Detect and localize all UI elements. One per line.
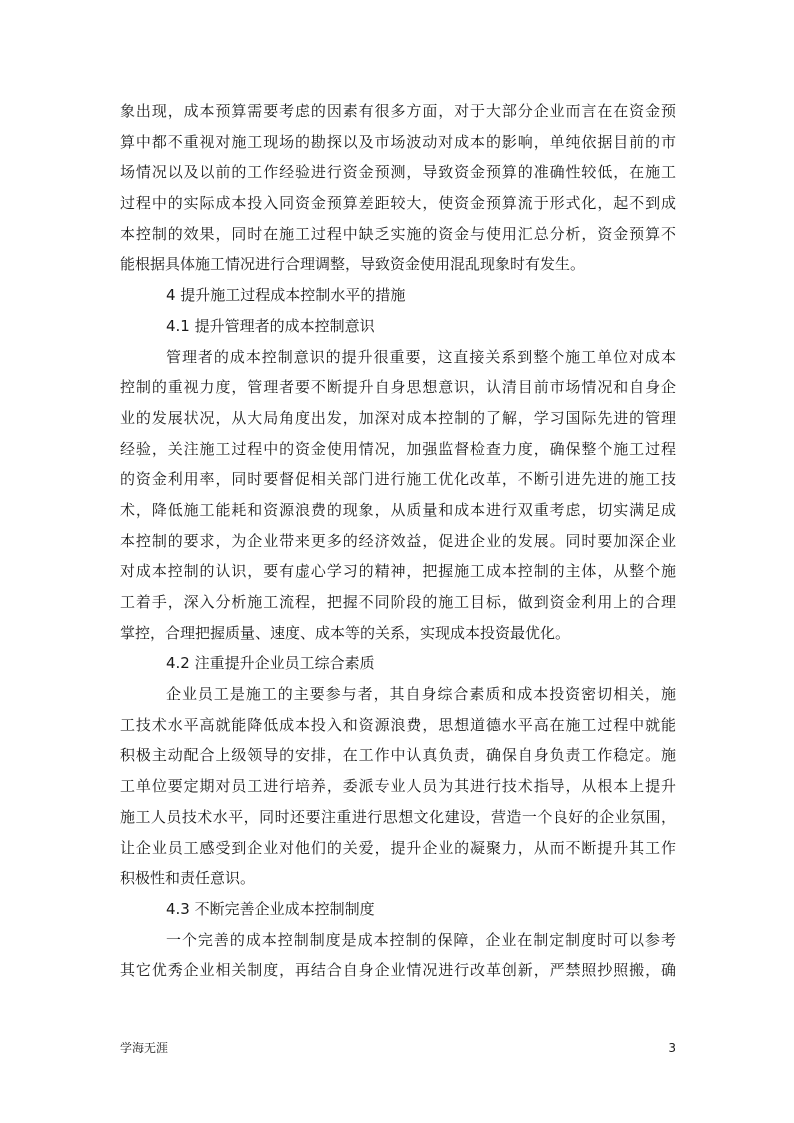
subsection-heading: 4.1 提升管理者的成本控制意识 <box>166 316 375 335</box>
paragraph-line: 管理者的成本控制意识的提升很重要，这直接关系到整个施工单位对成本 <box>166 347 676 366</box>
paragraph-line: 能根据具体施工情况进行合理调整，导致资金使用混乱现象时有发生。 <box>120 255 586 274</box>
paragraph-line: 业的发展状况，从大局角度出发，加深对成本控制的了解，学习国际先进的管理 <box>120 408 676 427</box>
paragraph-line: 对成本控制的认识，要有虚心学习的精神，把握施工成本控制的主体，从整个施 <box>120 562 676 581</box>
paragraph-line: 本控制的要求，为企业带来更多的经济效益，促进企业的发展。同时要加深企业 <box>120 531 676 550</box>
paragraph-line: 施工人员技术水平，同时还要注重进行思想文化建设，营造一个良好的企业氛围， <box>120 807 676 826</box>
paragraph-line: 术，降低施工能耗和资源浪费的现象，从质量和成本进行双重考虑，切实满足成 <box>120 500 676 519</box>
paragraph-line: 工技术水平高就能降低成本投入和资源浪费，思想道德水平高在施工过程中就能 <box>120 715 676 734</box>
paragraph-line: 场情况以及以前的工作经验进行资金预测，导致资金预算的准确性较低，在施工 <box>120 163 676 182</box>
paragraph-line: 工着手，深入分析施工流程，把握不同阶段的施工目标，做到资金利用上的合理 <box>120 593 676 611</box>
paragraph-line: 积极性和责任意识。 <box>120 869 256 888</box>
subsection-heading: 4.3 不断完善企业成本控制制度 <box>166 899 375 918</box>
paragraph-line: 积极主动配合上级领导的安排，在工作中认真负责，确保自身负责工作稳定。施 <box>120 746 676 765</box>
paragraph-line: 过程中的实际成本投入同资金预算差距较大，使资金预算流于形式化，起不到成 <box>120 194 676 213</box>
paragraph-line: 一个完善的成本控制制度是成本控制的保障，企业在制定制度时可以参考 <box>166 930 676 949</box>
paragraph-line: 工单位要定期对员工进行培养，委派专业人员为其进行技术指导，从根本上提升 <box>120 777 676 796</box>
paragraph-line: 让企业员工感受到企业对他们的关爱，提升企业的凝聚力，从而不断提升其工作 <box>120 838 676 857</box>
subsection-heading: 4.2 注重提升企业员工综合素质 <box>166 654 375 673</box>
paragraph-line: 企业员工是施工的主要参与者，其自身综合素质和成本投资密切相关，施 <box>166 685 676 704</box>
paragraph-line: 象出现，成本预算需要考虑的因素有很多方面，对于大部分企业而言在在资金预 <box>120 102 676 120</box>
paragraph-line: 掌控，合理把握质量、速度、成本等的关系，实现成本投资最优化。 <box>120 623 571 642</box>
paragraph-line: 经验，关注施工过程中的资金使用情况，加强监督检查力度，确保整个施工过程 <box>120 439 676 458</box>
paragraph-line: 本控制的效果，同时在施工过程中缺乏实施的资金与使用汇总分析，资金预算不 <box>120 224 676 243</box>
paragraph-line: 控制的重视力度，管理者要不断提升自身思想意识，认清目前市场情况和自身企 <box>120 378 676 397</box>
paragraph-line: 的资金利用率，同时要督促相关部门进行施工优化改革，不断引进先进的施工技 <box>120 470 676 489</box>
section-heading: 4 提升施工过程成本控制水平的措施 <box>166 286 406 305</box>
footer-text: 学海无涯 <box>120 1041 169 1055</box>
paragraph-line: 算中都不重视对施工现场的勘探以及市场波动对成本的影响，单纯依据目前的市 <box>120 132 676 151</box>
page-number: 3 <box>668 1041 676 1055</box>
paragraph-line: 其它优秀企业相关制度，再结合自身企业情况进行改革创新，严禁照抄照搬，确 <box>120 961 676 980</box>
body-text <box>120 96 676 986</box>
